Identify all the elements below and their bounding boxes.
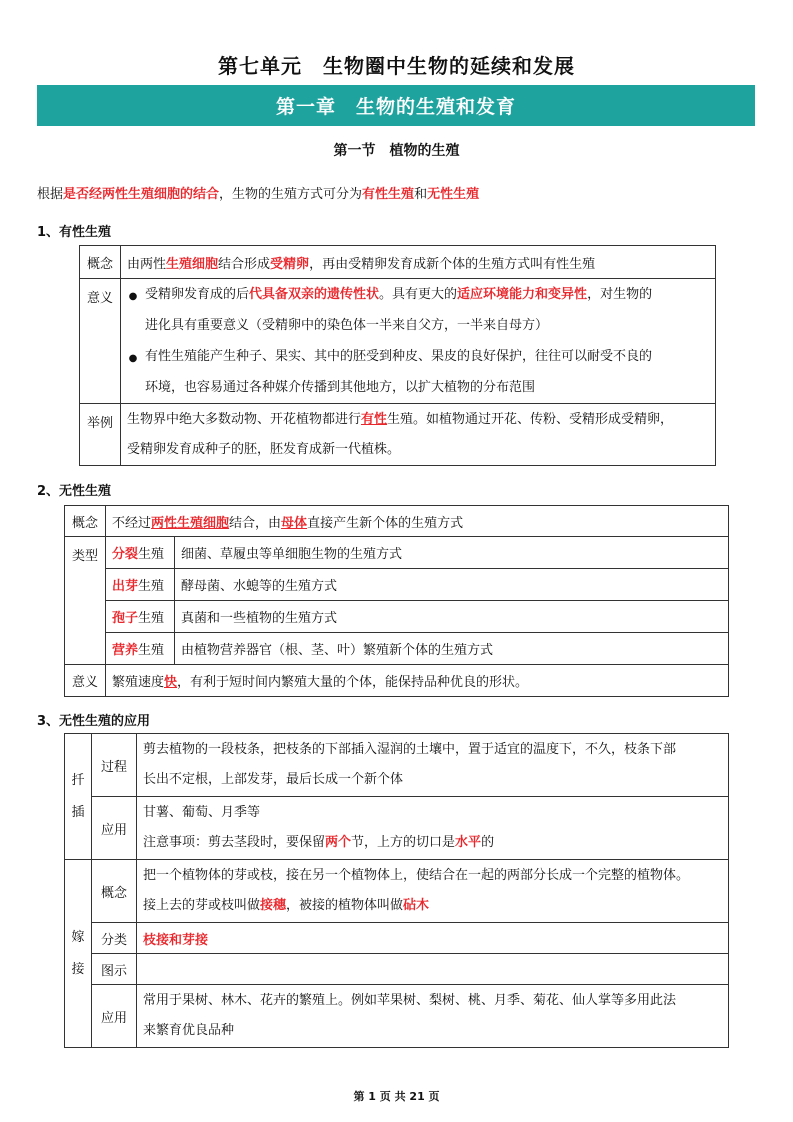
asexual-table <box>64 505 729 697</box>
intro-text: 和 <box>414 187 428 202</box>
text: 结合形成 <box>218 256 271 272</box>
asexual-heading: 2、无性生殖 <box>37 484 112 499</box>
text: 生殖 <box>138 643 165 658</box>
text: 生物界中绝大多数动物、开花植物都进行 <box>127 411 362 427</box>
text: 接上去的芽或枝叫做 <box>143 898 261 913</box>
text: 受精卵发育成的后 <box>145 287 250 302</box>
intro-paragraph <box>37 183 479 202</box>
text: 接 <box>71 961 85 977</box>
highlight: 代具备双亲的遗传性状 <box>249 287 380 302</box>
meaning-label: 意义 <box>80 279 121 404</box>
type-name <box>106 569 175 601</box>
highlight: 孢子 <box>112 611 139 626</box>
g-concept-label: 概念 <box>92 860 137 923</box>
concept-label: 概念 <box>65 506 106 537</box>
g-figure-label: 图示 <box>92 954 137 985</box>
text: ，再由受精卵发育成新个体的生殖方式叫有性生殖 <box>309 256 596 272</box>
text: 长出不定根，上部发芽，最后长成一个新个体 <box>143 772 404 787</box>
highlight: 适应环境能力和变异性 <box>457 287 588 302</box>
text: 结合，由 <box>229 515 282 531</box>
highlight: 两性生殖细胞 <box>151 515 230 531</box>
text: 有性生殖能产生种子、果实、其中的胚受到种皮、果皮的良好保护，往往可以耐受不良的 <box>145 349 653 364</box>
g-figure-cell <box>137 954 729 985</box>
text: ，对生物的 <box>587 287 653 302</box>
text: 常用于果树、林木、花卉的繁殖上。例如苹果树、梨树、桃、月季、菊花、仙人掌等多用此法 <box>143 993 677 1008</box>
type-desc: 由植物营养器官（根、茎、叶）繁殖新个体的生殖方式 <box>175 633 729 665</box>
intro-highlight: 无性生殖 <box>427 187 480 202</box>
text: 不经过 <box>112 515 152 531</box>
unit-title: 第七单元 生物圈中生物的延续和发展 <box>218 54 575 78</box>
text: ，有利于短时间内繁殖大量的个体，能保持品种优良的形状。 <box>177 675 529 690</box>
use-label: 应用 <box>92 797 137 860</box>
text: 受精卵发育成种子的胚，胚发育成新一代植株。 <box>127 441 401 457</box>
g-class-text: 枝接和芽接 <box>137 923 729 954</box>
grafting-label <box>65 860 92 1048</box>
highlight: 受精卵 <box>270 256 310 272</box>
text: 注意事项：剪去茎段时，要保留 <box>143 835 326 850</box>
highlight: 母体 <box>281 515 308 531</box>
sexual-example <box>121 404 716 466</box>
text: 繁殖速度 <box>112 675 165 690</box>
chapter-banner <box>37 85 755 126</box>
process-label: 过程 <box>92 734 137 797</box>
text: 甘薯、葡萄、月季等 <box>143 805 261 820</box>
highlight: 营养 <box>112 643 139 658</box>
highlight: 快 <box>164 675 178 690</box>
text: 进化具有重要意义（受精卵中的染色体一半来自父方，一半来自母方） <box>145 318 549 333</box>
type-desc: 酵母菌、水螅等的生殖方式 <box>175 569 729 601</box>
section-title: 第一节 植物的生殖 <box>333 143 460 159</box>
text: 把一个植物体的芽或枝，接在另一个植物体上，使结合在一起的两部分长成一个完整的植物体。 <box>143 868 690 883</box>
highlight: 砧木 <box>403 898 430 913</box>
sexual-meaning <box>121 279 716 404</box>
text: 生殖。如植物通过开花、传粉、受精形成受精卵， <box>387 411 674 427</box>
bullet-icon: ● <box>128 353 138 364</box>
type-desc: 细菌、草履虫等单细胞生物的生殖方式 <box>175 537 729 569</box>
g-use-text <box>137 985 729 1048</box>
g-concept-text <box>137 860 729 923</box>
bullet-icon: ● <box>128 291 138 302</box>
g-use-label: 应用 <box>92 985 137 1048</box>
highlight: 生殖细胞 <box>166 256 219 272</box>
cutting-label <box>65 734 92 860</box>
highlight: 分裂 <box>112 547 139 562</box>
chapter-title: 第一章 生物的生殖和发育 <box>275 96 516 118</box>
example-label: 举例 <box>80 404 121 466</box>
type-name <box>106 633 175 665</box>
use-text <box>137 797 729 860</box>
bullet-item <box>121 341 709 403</box>
application-table <box>64 733 729 1048</box>
application-heading: 3、无性生殖的应用 <box>37 714 151 729</box>
text: 生殖 <box>138 611 165 626</box>
type-label: 类型 <box>65 537 106 665</box>
highlight: 两个 <box>325 835 352 850</box>
text: 由两性 <box>127 256 167 272</box>
text: 环境，也容易通过各种媒介传播到其他地方，以扩大植物的分布范围 <box>145 380 536 395</box>
highlight: 有性 <box>361 411 388 427</box>
process-text <box>137 734 729 797</box>
asexual-meaning <box>106 665 729 697</box>
type-name <box>106 537 175 569</box>
text: 生殖 <box>138 547 165 562</box>
type-name <box>106 601 175 633</box>
text: 来繁育优良品种 <box>143 1023 235 1038</box>
g-class-label: 分类 <box>92 923 137 954</box>
meaning-label: 意义 <box>65 665 106 697</box>
text: 直接产生新个体的生殖方式 <box>307 515 464 531</box>
highlight: 水平 <box>455 835 482 850</box>
intro-highlight: 是否经两性生殖细胞的结合 <box>63 187 220 202</box>
intro-text: 根据 <box>37 187 64 202</box>
type-desc: 真菌和一些植物的生殖方式 <box>175 601 729 633</box>
asexual-concept <box>106 506 729 537</box>
sexual-table <box>79 245 716 466</box>
bullet-item <box>121 279 709 341</box>
text: 插 <box>71 804 85 820</box>
text: 剪去植物的一段枝条，把枝条的下部插入湿润的土壤中，置于适宜的温度下，不久，枝条下部 <box>143 742 677 757</box>
text: ，被接的植物体叫做 <box>286 898 404 913</box>
sexual-concept <box>121 246 716 279</box>
text: 的 <box>481 835 495 850</box>
intro-text: ，生物的生殖方式可分为 <box>219 187 363 202</box>
highlight: 出芽 <box>112 579 139 594</box>
intro-highlight: 有性生殖 <box>362 187 415 202</box>
highlight: 接穗 <box>260 898 287 913</box>
text: 嫁 <box>71 929 85 945</box>
text: 。具有更大的 <box>379 287 458 302</box>
sexual-heading: 1、有性生殖 <box>37 225 112 240</box>
concept-label: 概念 <box>80 246 121 279</box>
text: 生殖 <box>138 579 165 594</box>
text: 扦 <box>71 772 85 788</box>
text: 节，上方的切口是 <box>351 835 456 850</box>
page-footer: 第 1 页 共 21 页 <box>353 1090 440 1103</box>
